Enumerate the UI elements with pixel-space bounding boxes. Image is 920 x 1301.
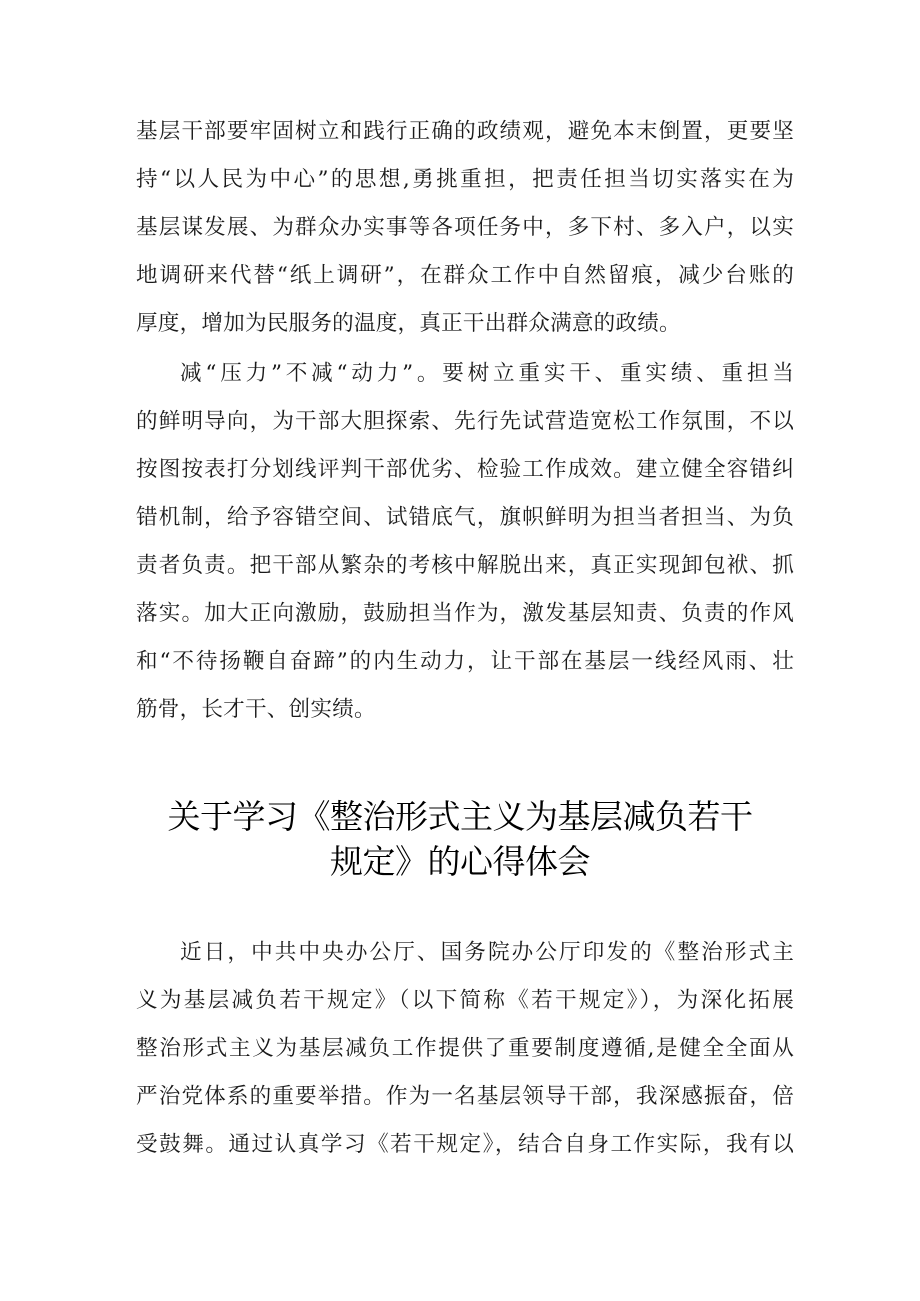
paragraph-line: 严治党体系的重要举措。作为一名基层领导干部，我深感振奋，倍 — [136, 1084, 794, 1109]
paragraph-1 — [136, 108, 794, 348]
paragraph-line: 基层干部要牢固树立和践行正确的政绩观，避免本末倒置，更要坚 — [136, 119, 794, 144]
paragraph-line: 受鼓舞。通过认真学习《若干规定》，结合自身工作实际，我有以 — [136, 1132, 794, 1157]
paragraph-line: 的鲜明导向，为干部大胆探索、先行先试营造宽松工作氛围，不以 — [136, 409, 794, 434]
paragraph-line: 和“不待扬鞭自奋蹄”的内生动力，让干部在基层一线经风雨、壮 — [136, 649, 794, 674]
paragraph-line: 筋骨，长才干、创实绩。 — [136, 697, 376, 722]
paragraph-line: 基层谋发展、为群众办实事等各项任务中，多下村、多入户，以实 — [136, 215, 794, 240]
paragraph-line: 落实。加大正向激励，鼓励担当作为，激发基层知责、负责的作风 — [136, 601, 794, 626]
document-title-line-2: 规定》的心得体会 — [330, 842, 590, 881]
paragraph-line: 持“以人民为中心”的思想,勇挑重担，把责任担当切实落实在为 — [136, 167, 794, 192]
document-title-line-1: 关于学习《整治形式主义为基层减负若干 — [167, 797, 753, 836]
paragraph-3 — [136, 929, 794, 1169]
paragraph-line: 按图按表打分划线评判干部优劣、检验工作成效。建立健全容错纠 — [136, 457, 794, 482]
paragraph-line: 厚度，增加为民服务的温度，真正干出群众满意的政绩。 — [136, 311, 681, 336]
paragraph-2 — [136, 350, 794, 734]
paragraph-line: 减“压力”不减“动力”。要树立重实干、重实绩、重担当 — [180, 361, 794, 386]
paragraph-line: 整治形式主义为基层减负工作提供了重要制度遵循,是健全全面从 — [136, 1036, 794, 1061]
paragraph-line: 责者负责。把干部从繁杂的考核中解脱出来，真正实现卸包袱、抓 — [136, 553, 794, 578]
paragraph-line: 错机制，给予容错空间、试错底气，旗帜鲜明为担当者担当、为负 — [136, 505, 794, 530]
paragraph-line: 地调研来代替“纸上调研”，在群众工作中自然留痕，减少台账的 — [136, 263, 794, 288]
paragraph-line: 近日，中共中央办公厅、国务院办公厅印发的《整治形式主 — [180, 940, 794, 965]
paragraph-line: 义为基层减负若干规定》（以下简称《若干规定》），为深化拓展 — [136, 988, 794, 1013]
